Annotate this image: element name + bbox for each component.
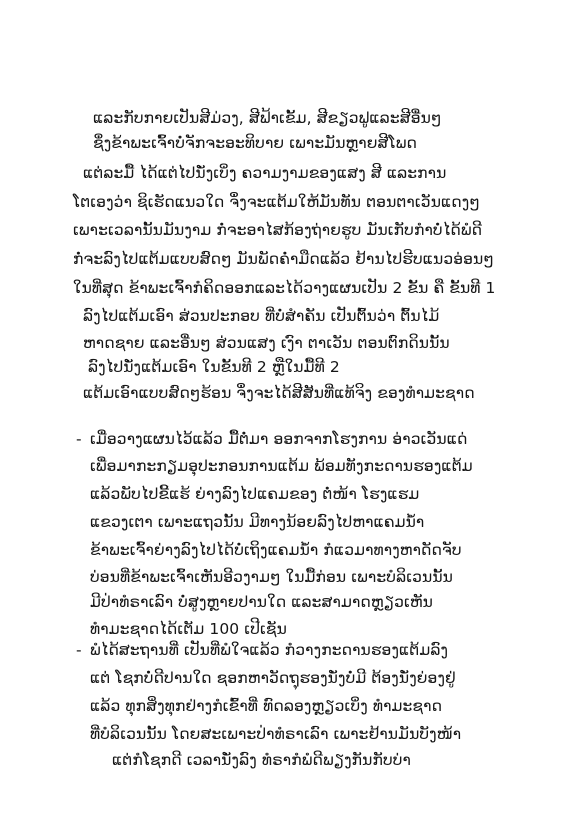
bullet-line: ບ່ອນທີ່ຂ້າພະເຈົ້າເຫັນອີວງາມໆ ໃນມື້ກ່ອນ ເພາະບໍລິເວນນັ້ນ (90, 568, 453, 586)
bullet-line: ແຕ່ກໍໂຊກດີ ເວລານັ່ງລົງ ທໍຣາກໍພໍດີພຽງກັນກັບບ່າ (112, 751, 411, 769)
bullet-line: ມີປ່າທໍຣາເລົາ ບໍ່ສູງຫຼາຍປານໃດ ແລະສາມາດຫຼຽວເຫັນ (90, 593, 433, 611)
bullet-line: ເພື່ອມາກະກຽມອຸປະກອນການແຕ້ມ ພ້ອມທັງກະດານຮອງແຕ້ມ (90, 457, 473, 475)
paragraph-line: ກໍ່ຈະລົງໄປແຕ້ມແບບສົດໆ ມັນພັດຄໍ່າມືດແລ້ວ ຢ້ານໄປຮີບແນວອ່ອນໆ (73, 250, 494, 268)
bullet-line: ແລ້ວ ທຸກສິ່ງທຸກຢ່າງກໍເຂົ້າທີ່ ທົດລອງຫຼຽວເບິ່ງ ທໍາມະຊາດ (90, 697, 443, 715)
paragraph-line: ແຕ່ລະມື້ ໄດ້ແຕ່ໄປນັ່ງເບິ່ງ ຄວາມງາມຂອງແສງ ສີ ແລະການ (83, 164, 447, 182)
paragraph-line: ໃນທີ່ສຸດ ຂ້າພະເຈົ້າກໍຄິດອອກແລະໄດ້ວາງແຜນເປັນ 2 ຂັ້ນ ຄື ຂັ້ນທີ 1 (73, 279, 496, 297)
bullet-line: ຂ້າພະເຈົ້າຍ່າງລົງໄປໄດ້ບໍ່ເຖິງແຄມນໍ້າ ກໍແວມາທາງຫາດັດຈັບ (90, 541, 462, 559)
paragraph-line: ລົງໄປນັ່ງແຕ້ມເອົາ ໃນຂັ້ນທີ 2 ຫຼືໃນມື້ທີ 2 (88, 358, 340, 376)
paragraph-line: ລົງໄປແຕ້ມເອົາ ສ່ວນປະກອບ ທີ່ບໍ່ສໍາຄັນ ເປັນຕົ້ນວ່າ ຕົ້ນໄມ້ (83, 307, 440, 325)
bullet-line: ແຕ່ ໂຊກບໍ່ດີປານໃດ ຊອກຫາວັດຖຸຮອງນັ່ງບໍ່ມີ ຕ້ອງນັ່ງຍ່ອງຢູ່ (90, 669, 456, 687)
bullet-marker: - (76, 430, 82, 448)
paragraph-line: ຫາດຊາຍ ແລະອື່ນໆ ສ່ວນແສງ ເງົາ ຕາເວັນ ຕອນຕົກດິນນັ້ນ (83, 334, 450, 352)
bullet-line: ພໍໄດ້ສະຖານທີ່ ເປັນທີ່ພໍໃຈແລ້ວ ກໍວາງກະດານຮອງແຕ້ມລົງ (90, 641, 449, 659)
bullet-line: ທໍາມະຊາດໄດ້ເຕັມ 100 ເປີເຊັນ (90, 620, 287, 638)
bullet-line: ທີ່ບໍລິເວນນັ້ນ ໂດຍສະເພາະປ່າທໍຣາເລົາ ເພາະຢ້ານມັນບັງໜ້າ (90, 725, 462, 743)
paragraph-line: ແຕ້ມເອົາແບບສົດໆຮ້ອນ ຈຶ່ງຈະໄດ້ສີສັນທີ່ແທ້ຈິງ ຂອງທໍາມະຊາດ (83, 384, 475, 402)
paragraph-line: ຊຶ່ງຂ້າພະເຈົ້າບໍ່ຈັກຈະອະທິບາຍ ເພາະມັນຫຼາຍສີໂພດ (93, 134, 417, 152)
paragraph-line: ແລະກັບກາຍເປັນສີມ່ວງ, ສີຟ້າເຂັ້ມ, ສີຂຽວຟູແລະສີອື່ນໆ (93, 109, 442, 127)
paragraph-line: ເພາະເວລານັ້ນມັນງາມ ກໍ່ຈະອາໄສກ້ອງຖ່າຍຮູບ ມັນເກັບກໍາບໍ່ໄດ້ພໍດີ (73, 221, 483, 239)
paragraph-line: ໂຕເອງວ່າ ຊິເຮັດແນວໃດ ຈຶ່ງຈະແຕ້ມໃຫ້ມັນທັນ ຕອນຕາເວັນແດງໆ (73, 193, 480, 211)
bullet-marker: - (76, 641, 82, 659)
bullet-line: ແຂວງເຕາ ເພາະແຖວນັ້ນ ມີທາງນ້ອຍລົງໄປຫາແຄມນໍ້າ (90, 513, 425, 531)
bullet-line: ແລ້ວພັບໄປຂີ້ແຮ້ ຍ່າງລົງໄປແຄມຂອງ ຕໍ່ໜ້າ ໂຮງແຮມ (90, 485, 420, 503)
bullet-line: ເມື່ອວາງແຜນໄວ້ແລ້ວ ມື້ຕໍ່ມາ ອອກຈາກໂຮງການ ອ່າວເວັນແດ່ (90, 430, 468, 448)
